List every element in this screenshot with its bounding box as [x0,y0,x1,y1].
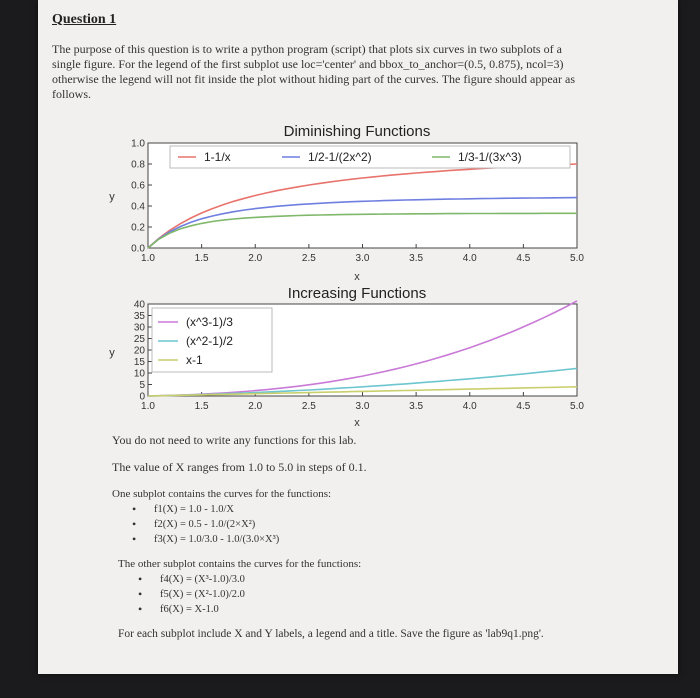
x-tick-label: 1.5 [194,253,209,264]
list-item: • f2(X) = 0.5 - 1.0/(2×X²) [154,517,279,532]
list-item: • f6(X) = X-1.0 [160,602,245,617]
subplot2-heading: The other subplot contains the curves for the functions: [118,558,362,570]
list-item: • f1(X) = 1.0 - 1.0/X [154,502,279,517]
x-tick-label: 4.5 [516,401,531,412]
x-tick-label: 3.5 [409,253,424,264]
subplot1-heading: One subplot contains the curves for the functions: [112,488,332,500]
legend-label: 1-1/x [204,150,231,164]
subplot1-legend-entries [178,150,522,164]
y-tick-label: 0 [139,391,145,403]
x-tick-label: 1.0 [141,253,155,264]
subplot2-title: Increasing Functions [287,285,427,302]
subplot-increasing [109,285,584,428]
x-tick-label: 2.5 [301,401,316,412]
x-tick-label: 4.0 [462,253,477,264]
subplot-diminishing [109,123,584,283]
y-tick-label: 15 [133,357,145,368]
save-instruction: For each subplot include X and Y labels, a legend and a title. Save the figure as 'lab9q1.png'. [118,628,544,640]
note-no-functions: You do not need to write any functions for this lab. [112,433,357,447]
list-item: • f4(X) = (X³-1.0)/3.0 [160,572,245,587]
legend-label: (x^2-1)/2 [186,334,233,348]
y-tick-label: 30 [133,322,145,334]
note-x-range: The value of X ranges from 1.0 to 5.0 in steps of 0.1. [112,460,367,474]
y-tick-label: 20 [133,345,145,357]
legend-label: (x^3-1)/3 [186,315,233,329]
y-tick-label: 0.6 [131,180,145,192]
y-tick-label: 0.4 [131,201,145,213]
y-tick-label: 10 [133,368,145,380]
y-tick-label: 1.0 [131,138,145,150]
legend-label: 1/3-1/(3x^3) [458,150,522,164]
subplot2-function-list [118,572,245,617]
x-tick-label: 3.0 [355,253,370,264]
legend-label: x-1 [186,353,203,367]
legend-label: 1/2-1/(2x^2) [308,150,372,164]
x-tick-label: 4.5 [516,253,531,264]
subplot2-xlabel: x [354,417,360,428]
x-tick-label: 2.0 [248,253,263,264]
y-tick-label: 0.2 [131,222,145,234]
x-tick-label: 1.5 [194,401,209,412]
subplot2-ylabel: y [109,347,115,359]
x-tick-label: 2.5 [301,253,316,264]
x-tick-label: 2.0 [248,401,263,412]
y-tick-label: 35 [133,311,145,322]
x-tick-label: 5.0 [570,401,584,412]
y-tick-label: 5 [139,380,145,391]
list-item: • f3(X) = 1.0/3.0 - 1.0/(3.0×X³) [154,532,279,547]
question-title: Question 1 [52,12,117,27]
subplot1-ylabel: y [109,191,115,203]
x-tick-label: 5.0 [570,253,584,264]
y-tick-label: 0.0 [131,243,145,255]
y-tick-label: 25 [133,334,145,345]
list-item: • f5(X) = (X²-1.0)/2.0 [160,587,245,602]
y-tick-label: 40 [133,299,145,311]
x-tick-label: 3.0 [355,401,370,412]
subplot1-function-list [112,502,279,547]
y-tick-label: 0.8 [131,159,145,171]
intro-paragraph: The purpose of this question is to write a python program (script) that plots six curves in two subplots of a single figure. For the legend of the first subplot use loc='center' and bbox_to_anchor=(0.5, 0.875), ncol=3) otherwise the legend will not fit inside the plot without hiding part of the curves. The figure should appear as follows. [52,42,575,101]
x-tick-label: 4.0 [462,401,477,412]
x-tick-label: 3.5 [409,401,424,412]
subplot1-title: Diminishing Functions [283,123,431,140]
x-tick-label: 1.0 [141,401,155,412]
figure [0,118,700,428]
subplot1-xlabel: x [354,271,360,283]
